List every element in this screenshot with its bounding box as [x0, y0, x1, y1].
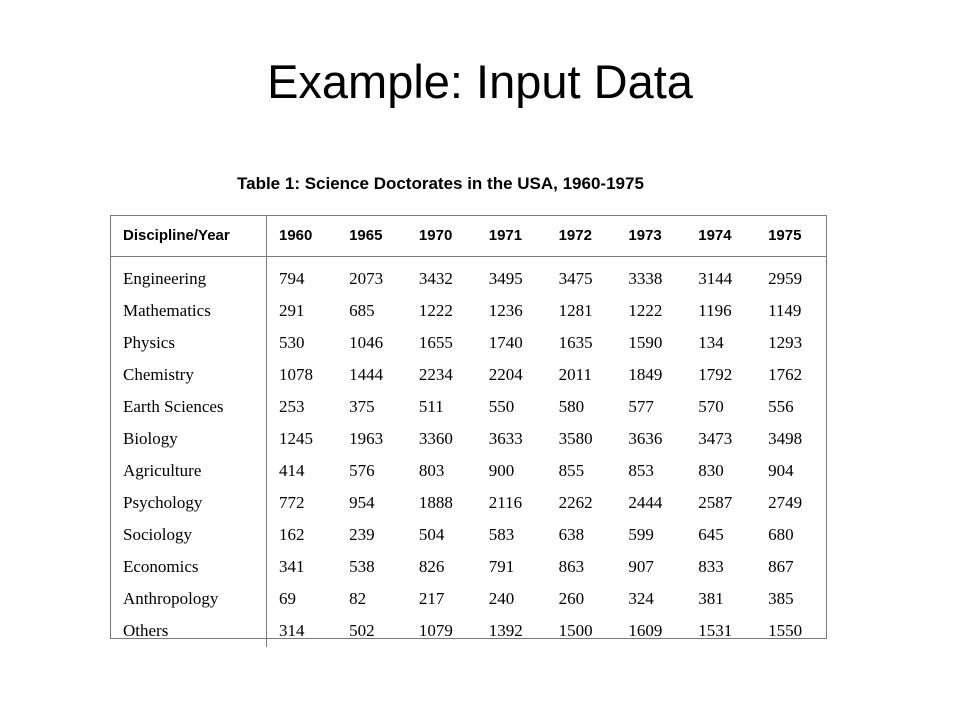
table-row [111, 391, 826, 423]
value-cell: 69 [279, 588, 296, 608]
value-cell: 1740 [488, 332, 523, 352]
value-cell: 599 [628, 524, 654, 544]
table-row [111, 295, 826, 327]
value-cell: 680 [768, 524, 794, 544]
value-cell: 638 [558, 524, 585, 544]
value-cell: 2262 [558, 492, 593, 512]
value-cell: 1762 [768, 364, 803, 384]
value-cell: 291 [279, 300, 305, 320]
value-cell: 385 [768, 588, 794, 608]
value-cell: 1046 [349, 332, 384, 352]
value-cell: 375 [349, 396, 375, 416]
value-cell: 162 [279, 524, 305, 544]
value-cell: 217 [418, 588, 445, 608]
value-cell: 239 [349, 524, 375, 544]
column-header-year: 1971 [477, 216, 547, 256]
value-cell: 3475 [558, 268, 593, 288]
value-cell: 341 [279, 556, 305, 576]
value-cell: 1609 [628, 620, 663, 640]
discipline-cell: Mathematics [111, 295, 267, 327]
value-cell: 1079 [418, 620, 453, 640]
value-cell: 3338 [628, 268, 663, 288]
doctorates-table [111, 216, 826, 647]
value-cell: 791 [488, 556, 515, 576]
discipline-cell: Others [111, 615, 267, 647]
value-cell: 324 [628, 588, 654, 608]
discipline-cell: Psychology [111, 487, 267, 519]
value-cell: 830 [698, 460, 724, 480]
column-header-year: 1970 [407, 216, 477, 256]
value-cell: 1531 [698, 620, 733, 640]
value-cell: 803 [418, 460, 445, 480]
table-row [111, 551, 826, 583]
value-cell: 1849 [628, 364, 663, 384]
value-cell: 2959 [768, 268, 803, 288]
value-cell: 1792 [698, 364, 733, 384]
value-cell: 2204 [488, 364, 523, 384]
value-cell: 1888 [418, 492, 453, 512]
discipline-cell: Physics [111, 327, 267, 359]
value-cell: 414 [279, 460, 305, 480]
column-header-year: 1975 [756, 216, 826, 256]
value-cell: 3473 [698, 428, 733, 448]
value-cell: 2011 [558, 364, 592, 384]
table-row [111, 519, 826, 551]
value-cell: 3432 [418, 268, 453, 288]
value-cell: 1222 [418, 300, 453, 320]
value-cell: 576 [349, 460, 375, 480]
table-caption: Table 1: Science Doctorates in the USA, 1960-1975 [237, 174, 644, 193]
discipline-cell: Chemistry [111, 359, 267, 391]
value-cell: 511 [418, 396, 444, 416]
value-cell: 2749 [768, 492, 803, 512]
value-cell: 1149 [768, 300, 802, 320]
table-row [111, 423, 826, 455]
value-cell: 3498 [768, 428, 803, 448]
column-header-year: 1972 [547, 216, 617, 256]
value-cell: 2444 [628, 492, 663, 512]
value-cell: 1963 [349, 428, 384, 448]
table-row [111, 359, 826, 391]
value-cell: 1392 [488, 620, 523, 640]
slide-title: Example: Input Data [267, 55, 693, 108]
column-header-year: 1973 [616, 216, 686, 256]
value-cell: 504 [418, 524, 445, 544]
value-cell: 1655 [418, 332, 453, 352]
value-cell: 583 [488, 524, 515, 544]
value-cell: 1635 [558, 332, 593, 352]
value-cell: 794 [279, 268, 305, 288]
table-row [111, 487, 826, 519]
value-cell: 645 [698, 524, 724, 544]
value-cell: 3636 [628, 428, 663, 448]
table-header-row [111, 216, 826, 256]
discipline-cell: Earth Sciences [111, 391, 267, 423]
value-cell: 580 [558, 396, 585, 416]
column-header-year: 1965 [337, 216, 407, 256]
value-cell: 863 [558, 556, 585, 576]
value-cell: 867 [768, 556, 794, 576]
table-row [111, 583, 826, 615]
value-cell: 240 [488, 588, 515, 608]
value-cell: 772 [279, 492, 305, 512]
value-cell: 260 [558, 588, 585, 608]
value-cell: 3633 [488, 428, 523, 448]
value-cell: 556 [768, 396, 794, 416]
value-cell: 1222 [628, 300, 663, 320]
table-row [111, 455, 826, 487]
value-cell: 1293 [768, 332, 803, 352]
table-row [111, 327, 826, 359]
value-cell: 530 [279, 332, 305, 352]
discipline-cell: Sociology [111, 519, 267, 551]
value-cell: 853 [628, 460, 654, 480]
value-cell: 1196 [698, 300, 732, 320]
value-cell: 904 [768, 460, 794, 480]
value-cell: 1444 [349, 364, 384, 384]
value-cell: 381 [698, 588, 724, 608]
discipline-cell: Agriculture [111, 455, 267, 487]
value-cell: 570 [698, 396, 724, 416]
discipline-cell: Engineering [111, 256, 267, 295]
value-cell: 833 [698, 556, 724, 576]
table-row [111, 256, 826, 295]
value-cell: 2587 [698, 492, 733, 512]
value-cell: 538 [349, 556, 375, 576]
value-cell: 1245 [279, 428, 313, 448]
discipline-cell: Anthropology [111, 583, 267, 615]
column-header-year: 1960 [267, 216, 338, 256]
column-header-discipline: Discipline/Year [111, 216, 267, 256]
value-cell: 3580 [558, 428, 593, 448]
value-cell: 1078 [279, 364, 313, 384]
value-cell: 2116 [488, 492, 523, 512]
value-cell: 2073 [349, 268, 384, 288]
value-cell: 900 [488, 460, 515, 480]
value-cell: 826 [418, 556, 445, 576]
value-cell: 1281 [558, 300, 593, 320]
value-cell: 855 [558, 460, 585, 480]
value-cell: 3495 [488, 268, 523, 288]
value-cell: 134 [698, 332, 724, 352]
value-cell: 577 [628, 396, 654, 416]
value-cell: 502 [349, 620, 375, 640]
value-cell: 954 [349, 492, 375, 512]
value-cell: 3360 [418, 428, 453, 448]
value-cell: 1236 [488, 300, 523, 320]
discipline-cell: Biology [111, 423, 267, 455]
value-cell: 685 [349, 300, 375, 320]
table-row [111, 615, 826, 647]
table-body [111, 256, 826, 647]
column-header-year: 1974 [686, 216, 756, 256]
discipline-cell: Economics [111, 551, 267, 583]
value-cell: 253 [279, 396, 305, 416]
value-cell: 3144 [698, 268, 733, 288]
value-cell: 1500 [558, 620, 593, 640]
value-cell: 2234 [418, 364, 453, 384]
value-cell: 314 [279, 620, 305, 640]
table-frame [110, 215, 827, 639]
value-cell: 1590 [628, 332, 663, 352]
value-cell: 82 [349, 588, 367, 608]
value-cell: 550 [488, 396, 515, 416]
value-cell: 1550 [768, 620, 803, 640]
value-cell: 907 [628, 556, 654, 576]
